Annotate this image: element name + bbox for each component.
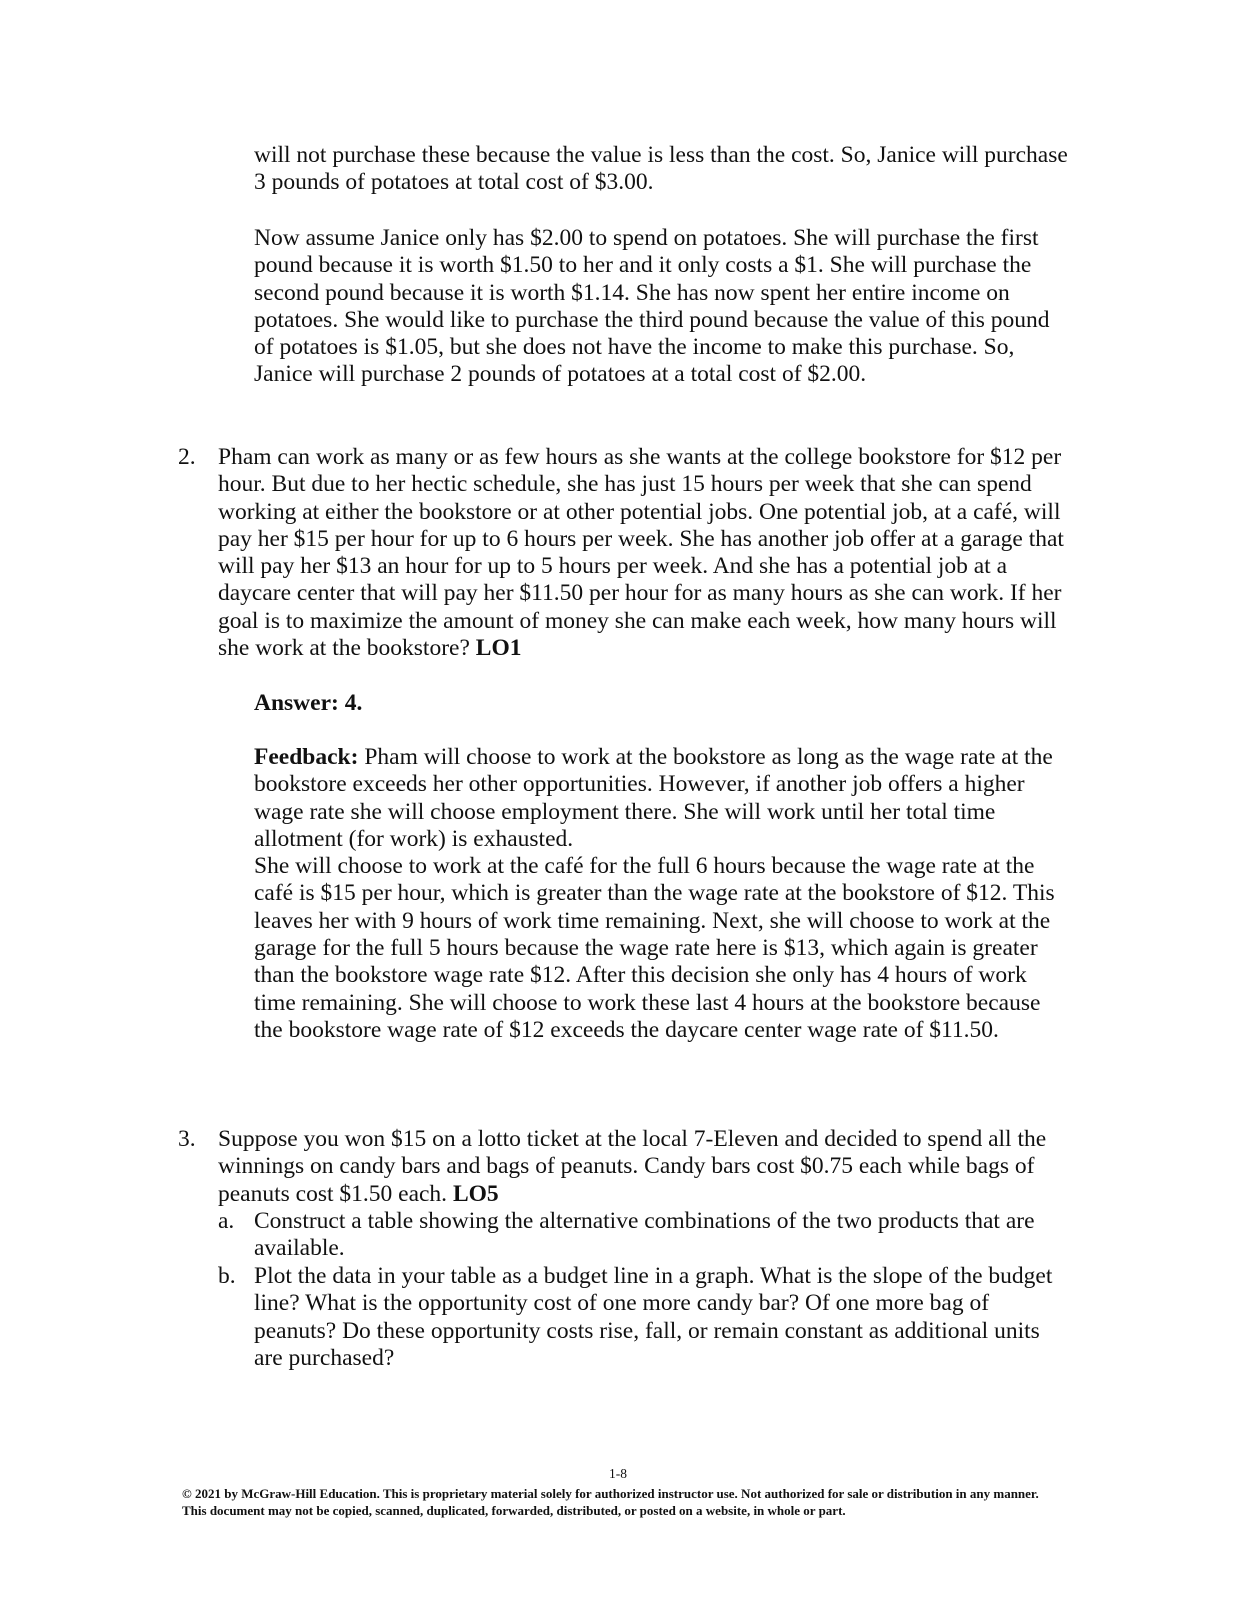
prev-answer-paragraph-1: will not purchase these because the value is less than the cost. So, Janice will purchase 3 pounds of potatoes at total cost of $3.00.	[254, 142, 1068, 196]
feedback-paragraph-2: She will choose to work at the café for the full 6 hours because the wage rate at the café is $15 per hour, which is greater than the wage rate at the bookstore of $12. This leaves her with 9 hours of work time remaining. Next, she will choose to work at the garage for the full 5 hours because the wage rate here is $13, which again is greater than the bookstore wage rate $12. After this decision she only has 4 hours of work time remaining. She will choose to work these last 4 hours at the bookstore because the bookstore wage rate of $12 exceeds the daycare center wage rate of $11.50.	[254, 853, 1055, 1043]
question-2-learning-objective: LO1	[475, 635, 522, 662]
page-number: 1-8	[609, 1466, 627, 1481]
question-2-text	[218, 444, 1078, 662]
copyright-notice: © 2021 by McGraw-Hill Education. This is proprietary material solely for authorized instructor use. Not authorized for sale or distribution in any manner. This document may not be copied, scanned, duplicated, forwarded, distributed, or posted on a website, in whole or part.	[182, 1486, 1039, 1518]
feedback-label: Feedback:	[254, 744, 359, 770]
question-3-body: Suppose you won $15 on a lotto ticket at the local 7-Eleven and decided to spend all the winnings on candy bars and bags of peanuts. Candy bars cost $0.75 each while bags of peanuts cost $1.50 each.	[218, 1126, 1047, 1207]
question-3b-text: Plot the data in your table as a budget line in a graph. What is the slope of the budget line? What is the opportunity cost of one more candy bar? Of one more bag of peanuts? Do these opportunity costs rise, fall, or remain constant as additional units are purchased?	[254, 1263, 1053, 1371]
question-3-learning-objective: LO5	[452, 1180, 499, 1207]
feedback-paragraph-1: Pham will choose to work at the bookstore as long as the wage rate at the bookstore exceeds her other opportunities. However, if another job offers a higher wage rate she will choose employment there. She will work until her total time allotment (for work) is exhausted.	[254, 744, 1053, 852]
question-3a-letter: a.	[218, 1208, 235, 1234]
question-2-number: 2.	[178, 444, 196, 470]
answer-label: Answer: 4.	[254, 690, 363, 716]
question-2-answer	[254, 690, 1074, 717]
question-2-body: Pham can work as many or as few hours as she wants at the college bookstore for $12 per hour. But due to her hectic schedule, she has just 15 hours per week that she can spend working at either the bookstore or at other potential jobs. One potential job, at a café, will pay her $15 per hour for up to 6 hours per week. She has another job offer at a garage that will pay her $13 an hour for up to 5 hours per week. And she has a potential job at a daycare center that will pay her $11.50 per hour for as many hours as she can work. If her goal is to maximize the amount of money she can make each week, how many hours will she work at the bookstore?	[218, 444, 1064, 662]
question-3-number: 3.	[178, 1126, 196, 1152]
prev-answer-paragraph-2: Now assume Janice only has $2.00 to spend on potatoes. She will purchase the first pound because it is worth $1.50 to her and it only costs a $1. She will purchase the second pound because it is worth $1.14. She has now spent her entire income on potatoes. She would like to purchase the third pound because the value of this pound of potatoes is $1.05, but she does not have the income to make this purchase. So, Janice will purchase 2 pounds of potatoes at a total cost of $2.00.	[254, 225, 1050, 388]
question-3b-letter: b.	[218, 1263, 236, 1289]
question-3-text	[218, 1126, 1078, 1208]
question-2-feedback	[254, 744, 1074, 1044]
question-3a-text: Construct a table showing the alternative combinations of the two products that are available.	[254, 1208, 1035, 1262]
